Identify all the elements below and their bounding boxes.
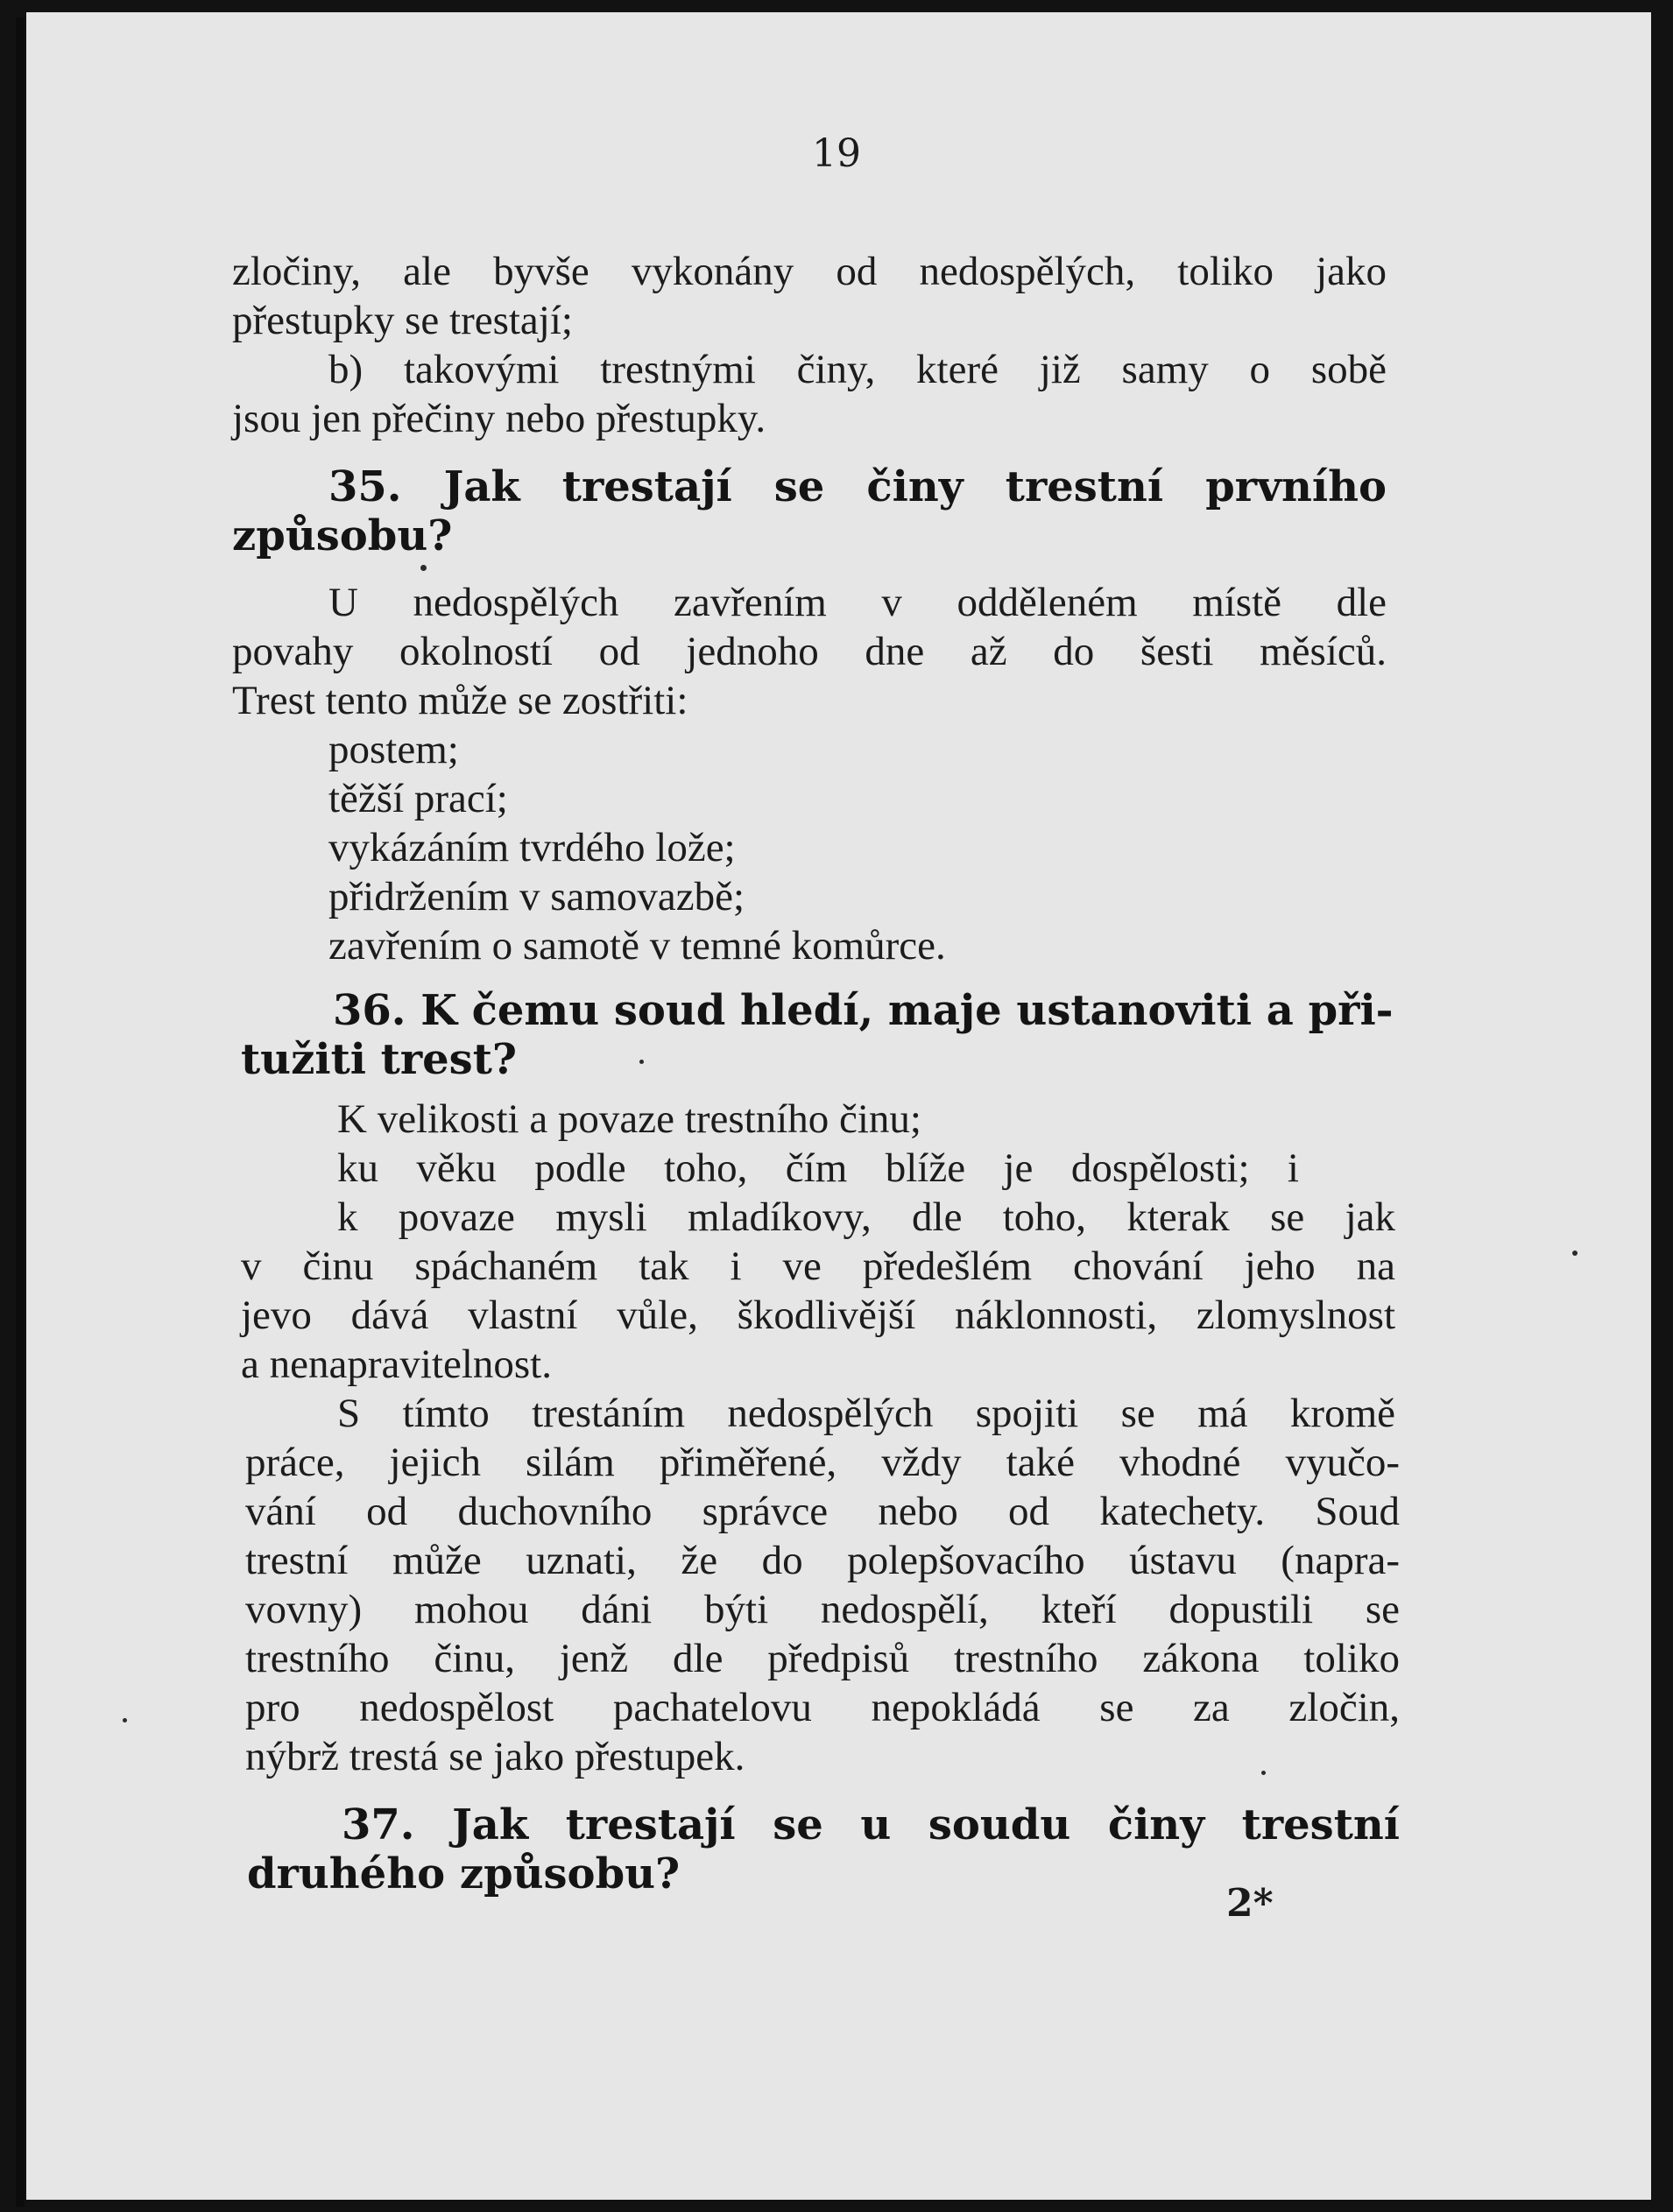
- question-heading: 36. K čemu soud hledí, maje ustanoviti a při-: [333, 986, 1394, 1035]
- text-line: trestní může uznati, že do polepšovacího ústavu (napra-: [245, 1538, 1400, 1583]
- text-line: v činu spáchaném tak i ve předešlém chování jeho na: [241, 1243, 1395, 1289]
- signature-mark: 2*: [1226, 1881, 1274, 1926]
- text-line: povahy okolností od jednoho dne až do šesti měsíců.: [232, 629, 1387, 674]
- list-item: zavřením o samotě v temné komůrce.: [328, 923, 946, 969]
- text-line: zločiny, ale byvše vykonány od nedospělých, toliko jako: [232, 249, 1387, 294]
- scan-speck: [639, 1060, 644, 1064]
- question-heading: 35. Jak trestají se činy trestní prvního: [328, 462, 1387, 511]
- question-heading: druhého způsobu?: [247, 1849, 681, 1899]
- list-item: vykázáním tvrdého lože;: [328, 825, 736, 870]
- text-line: Trest tento může se zostřiti:: [232, 678, 688, 723]
- text-line: přestupky se trestají;: [232, 298, 573, 343]
- text-line: b) takovými trestnými činy, které již samy o sobě: [328, 347, 1387, 392]
- question-heading: 37. Jak trestají se u soudu činy trestní: [342, 1800, 1400, 1849]
- scan-speck: [420, 565, 427, 571]
- text-line: práce, jejich silám přiměřené, vždy také vhodné vyučo-: [245, 1440, 1400, 1485]
- list-item: postem;: [328, 727, 459, 772]
- text-line: trestního činu, jenž dle předpisů trestního zákona toliko: [245, 1636, 1400, 1681]
- text-line: vání od duchovního správce nebo od katechety. Soud: [245, 1489, 1400, 1534]
- text-line: jsou jen přečiny nebo přestupky.: [232, 396, 766, 441]
- question-heading: způsobu?: [232, 511, 453, 560]
- text-line: a nenapravitelnost.: [241, 1342, 552, 1387]
- scan-speck: [123, 1718, 127, 1722]
- text-line: S tímto trestáním nedospělých spojiti se má kromě: [337, 1391, 1395, 1436]
- binding-edge: [16, 18, 25, 2207]
- page-number: 19: [812, 131, 861, 176]
- question-heading: tužiti trest?: [241, 1035, 517, 1084]
- list-item: těžší prací;: [328, 776, 508, 821]
- text-line: jevo dává vlastní vůle, škodlivější náklonnosti, zlomyslnost: [241, 1293, 1395, 1338]
- scan-speck: [1572, 1250, 1578, 1256]
- text-line: pro nedospělost pachatelovu nepokládá se za zločin,: [245, 1685, 1400, 1730]
- text-line: k povaze mysli mladíkovy, dle toho, kterak se jak: [337, 1194, 1395, 1240]
- text-line: ku věku podle toho, čím blíže je dospělosti; i: [337, 1145, 1299, 1191]
- scan-speck: [1261, 1771, 1266, 1775]
- text-line: vovny) mohou dáni býti nedospělí, kteří dopustili se: [245, 1587, 1400, 1632]
- text-line: nýbrž trestá se jako přestupek.: [245, 1734, 745, 1779]
- text-line: U nedospělých zavřením v odděleném místě dle: [328, 580, 1387, 625]
- list-item: přidržením v samovazbě;: [328, 874, 745, 919]
- text-line: K velikosti a povaze trestního činu;: [337, 1096, 921, 1142]
